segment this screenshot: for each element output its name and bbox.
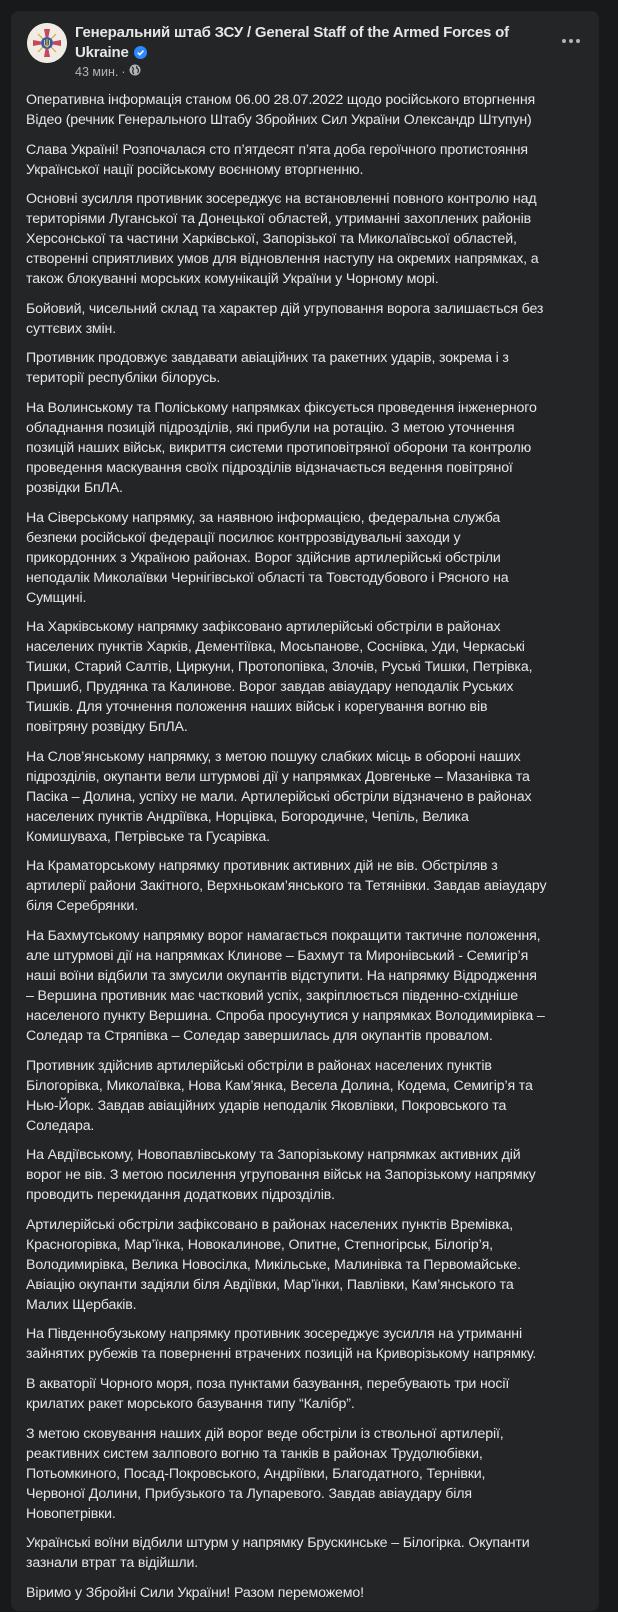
text-line: Херсонської та частини Харківської, Запорізької та Миколаївської областей,	[26, 231, 517, 248]
text-line: Слава Україні! Розпочалася сто п’ятдесят п’ята доба героїчного протистояння	[26, 141, 528, 158]
text-line: На Сіверському напрямку, за наявною інформацією, федеральна служба	[26, 509, 501, 526]
text-line: На Слов’янському напрямку, з метою пошуку слабких місць в обороні наших	[26, 748, 521, 765]
post-paragraph	[26, 398, 596, 498]
text-line: Оперативна інформація станом 06.00 28.07.2022 щодо російського вторгнення	[26, 92, 536, 108]
text-line: безпеки російської федерації посилює контррозвідувальні заходи у	[26, 529, 461, 546]
text-line: зайнятих рубежів та поверненні втрачених позицій на Криворізькому напрямку.	[26, 1346, 537, 1363]
post-paragraph	[26, 1374, 596, 1414]
text-line: артилерії райони Закітного, Верхньокам’янського та Тетянівки. Завдав авіаудару	[26, 878, 547, 895]
text-line: Бойовий, чисельний склад та характер дій угруповання ворога залишається без	[26, 300, 544, 317]
verified-badge-icon	[134, 45, 147, 65]
post-paragraph	[26, 140, 596, 180]
text-line: проводить перекидання додаткових підрозділів.	[26, 1187, 335, 1204]
text-line: Новопетрівки.	[26, 1505, 116, 1522]
text-line: прикордонних з Україною районах. Ворог здійснив артилерійські обстріли	[26, 549, 501, 566]
text-line: Віримо у Збройні Сили України! Разом переможемо!	[26, 1584, 364, 1601]
post-paragraph	[26, 926, 596, 1046]
post-paragraph	[26, 747, 596, 847]
author-name[interactable]: Генеральний штаб ЗСУ / General Staff of the Armed Forces of Ukraine	[75, 24, 509, 61]
text-line: населених пунктів Харків, Дементіївка, Мосьпанове, Соснівка, Уди, Черкаські	[26, 639, 525, 656]
text-line: створенні сприятливих умов для відновлення наступу на окремих напрямках, а	[26, 251, 539, 268]
text-line: проведення маскування своїх підрозділів відзначається ведення повітряної	[26, 459, 513, 476]
text-line: біля Серебрянки.	[26, 898, 138, 915]
text-line: На Авдіївському, Новопавлівському та Запорізькому напрямках активних дій	[26, 1147, 521, 1164]
text-line: Тишки, Старий Салтів, Циркуни, Протопопівка, Злочів, Руські Тишки, Петрівка,	[26, 659, 533, 676]
text-line: В акваторії Чорного моря, поза пунктами базування, перебувають три носії	[26, 1375, 510, 1392]
text-line: Білогорівка, Миколаївка, Нова Кам’янка, Весела Долина, Кодема, Семигір’я та	[26, 1077, 533, 1094]
post-paragraph	[26, 1145, 596, 1205]
text-line: Основні зусилля противник зосереджує на встановленні повного контролю над	[26, 191, 537, 208]
text-line: підрозділів, окупанти вели штурмові дії у напрямках Довгеньке – Мазанівка та	[26, 768, 530, 785]
text-line: повітряну розвідку БпЛА.	[26, 719, 188, 736]
text-line: розвідки БпЛА.	[26, 479, 123, 496]
post-paragraph	[26, 856, 596, 916]
post-paragraph	[26, 617, 596, 737]
text-line: Українські воїни відбили штурм у напрямку Брускинське – Білогірка. Окупанти	[26, 1535, 530, 1552]
text-line: З метою сковування наших дій ворог веде обстріли із ствольної артилерії,	[26, 1425, 504, 1442]
text-line: територіями Луганської та Донецької областей, утриманні захоплених районів	[26, 211, 531, 228]
post-paragraph	[26, 508, 596, 608]
post-paragraph	[26, 1056, 596, 1136]
text-line: населеного пункту Вершина. Спроба просунутися у напрямках Володимирівка –	[26, 1007, 545, 1024]
post-paragraph	[26, 1324, 596, 1364]
armed-forces-emblem-icon	[27, 23, 67, 63]
text-line: території республіки білорусь.	[26, 370, 221, 387]
text-line: – Вершина противник має частковий успіх, закріплюється південно-східніше	[26, 987, 519, 1004]
post-time-link[interactable]: 43 мин.	[75, 65, 119, 79]
text-line: але штурмові дії на напрямках Клинове – Бахмут та Миронівський - Семигір’я	[26, 947, 529, 964]
text-line: Комишуваха, Петрівське та Гусарівка.	[26, 828, 270, 845]
text-line: наші воїни відбили та змусили окупантів відступити. На напрямку Відродження	[26, 967, 537, 984]
text-line: На Харківському напрямку зафіксовано артилерійські обстріли в районах	[26, 619, 501, 636]
text-line: ворог не вів. З метою посилення угруповання військ на Запорізькому напрямку	[26, 1167, 536, 1184]
text-line: зазнали втрат та відійшли.	[26, 1555, 199, 1572]
post-paragraph	[26, 1215, 596, 1315]
text-line: На Краматорському напрямку противник активних дій не вів. Обстріляв з	[26, 858, 498, 875]
text-line: Артилерійські обстріли зафіксовано в районах населених пунктів Времівка,	[26, 1216, 514, 1233]
text-line: Соледара.	[26, 1117, 95, 1134]
more-options-button[interactable]	[559, 33, 583, 49]
post-paragraph	[26, 189, 596, 289]
page-name-link[interactable]	[75, 23, 535, 65]
text-line: населених пунктів Андріївка, Норцівка, Богородичне, Чепіль, Велика	[26, 808, 469, 825]
text-line: реактивних систем залпового вогню та танків в районах Трудолюбівки,	[26, 1445, 483, 1462]
text-line: Пасіка – Долина, успіху не мали. Артилерійські обстріли відзначено в районах	[26, 788, 532, 805]
text-line: Нью-Йорк. Завдав авіаційних ударів неподалік Яковлівки, Покровського та	[26, 1097, 507, 1114]
text-line: На Бахмутському напрямку ворог намагається покращити тактичне положення,	[26, 927, 541, 944]
text-line: обладнання позицій підрозділів, які прибули на ротацію. З метою уточнення	[26, 419, 515, 436]
text-line: суттєвих змін.	[26, 320, 117, 337]
text-line: Соледар та Стряпівка – Соледар завершилась для окупантів провалом.	[26, 1027, 493, 1044]
text-line: На Волинському та Поліському напрямках фіксується проведення інженерного	[26, 399, 537, 416]
post-card	[11, 11, 599, 1611]
post-paragraph	[26, 90, 596, 130]
globe-icon	[129, 64, 141, 80]
text-line: позицій наших військ, викриття системи протиповітряної оборони та контролю	[26, 439, 532, 456]
post-paragraph	[26, 1533, 596, 1573]
text-line: Красногорівка, Мар’їнка, Новокалинове, Опитне, Степногірськ, Білогір’я,	[26, 1236, 493, 1253]
text-line: Пришиб, Прудянка та Калинове. Ворог завдав авіаудару неподалік Руських	[26, 679, 514, 696]
text-line: Відео (речник Генерального Штабу Збройних Сил України Олександр Штупун)	[26, 112, 532, 128]
text-line: Потьомкиного, Посад-Покровського, Андріївки, Благодатного, Тернівки,	[26, 1465, 486, 1482]
text-line: Володимирівка, Велика Новосілка, Микільське, Малинівка та Первомайське.	[26, 1256, 521, 1273]
text-line: Противник продовжує завдавати авіаційних та ракетних ударів, зокрема і з	[26, 350, 509, 367]
text-line: крилатих ракет морського базування типу “Калібр”.	[26, 1395, 355, 1412]
text-line: Сумщині.	[26, 589, 87, 606]
text-line: Української нації російському воєнному вторгненню.	[26, 161, 364, 178]
meta-separator: ·	[121, 65, 126, 79]
text-line: Червоної Долини, Прибузького та Лупаревого. Завдав авіаудару біля	[26, 1485, 472, 1502]
text-line: Авіацію окупанти задіяли біля Авдіївки, Мар’їнки, Павлівки, Кам’янського та	[26, 1276, 514, 1293]
post-paragraph	[26, 1424, 596, 1524]
post-text	[26, 90, 596, 1612]
post-paragraph	[26, 348, 596, 388]
post-paragraph	[26, 1583, 596, 1603]
text-line: Противник здійснив артилерійські обстріли в районах населених пунктів	[26, 1057, 492, 1074]
text-line: неподалік Миколаївки Чернігівської області та Товстодубового і Рясного на	[26, 569, 509, 586]
post-paragraph	[26, 299, 596, 339]
page-avatar[interactable]	[27, 23, 67, 63]
text-line: Малих Щербаків.	[26, 1296, 137, 1313]
post-meta	[75, 64, 141, 80]
text-line: На Південнобузькому напрямку противник зосереджує зусилля на утриманні	[26, 1326, 522, 1343]
text-line: також блокуванні морських комунікацій України у Чорному морі.	[26, 271, 439, 288]
text-line: Тишків. Для уточнення положення наших військ і корегування вогню вів	[26, 699, 488, 716]
